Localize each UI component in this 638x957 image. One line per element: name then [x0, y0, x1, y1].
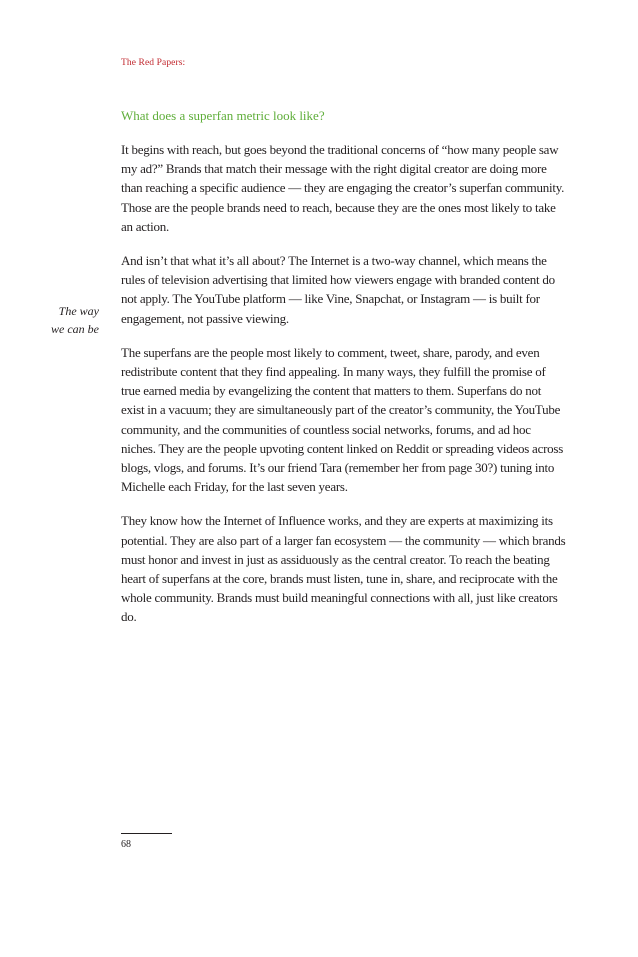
paragraph-reach: It begins with reach, but goes beyond the traditional concerns of “how many people saw my ad?” Brands that match their message with the right digital creator are doing more than reaching a specific audience — they are engaging the creator’s superfan community. Those are the people brands need to reach, because they are the ones most likely to take an action. — [121, 142, 565, 234]
section-heading: What does a superfan metric look like? — [121, 108, 325, 123]
page-number: 68 — [121, 839, 131, 850]
page-body — [121, 107, 566, 642]
margin-note-line-2: we can be — [51, 322, 99, 336]
footer-rule — [121, 833, 172, 834]
margin-note — [40, 302, 99, 338]
running-head: The Red Papers: — [121, 58, 186, 68]
paragraph-superfans: The superfans are the people most likely to comment, tweet, share, parody, and even redistribute content that they find appealing. In many ways, they fulfill the promise of true earned media by evangelizing the content that matters to them. Superfans do not exist in a vacuum; they are simultaneously part of the creator’s community, the YouTube community, and the communities of countless social networks, forums, and ad hoc niches. They are the people upvoting content linked on Reddit or spreading videos across blogs, vlogs, and forums. It’s our friend Tara (remember her from page 30?) tuning into Michelle each Friday, for the last seven years. — [121, 344, 564, 495]
margin-note-line-1: The way — [58, 304, 99, 318]
paragraph-ecosystem: They know how the Internet of Influence works, and they are experts at maximizing its potential. They are also part of a larger fan ecosystem — the community — which brands must honor and invest in just as assiduously as the central creator. To reach the beating heart of superfans at the core, brands must listen, tune in, share, and reciprocate with the whole community. Brands must build meaningful connections with all, just like creators do. — [121, 513, 566, 625]
paragraph-two-way-channel: And isn’t that what it’s all about? The Internet is a two-way channel, which means the rules of television advertising that limited how viewers engage with branded content do not apply. The YouTube platform — like Vine, Snapchat, or Instagram — is built for engagement, not passive viewing. — [121, 253, 555, 326]
